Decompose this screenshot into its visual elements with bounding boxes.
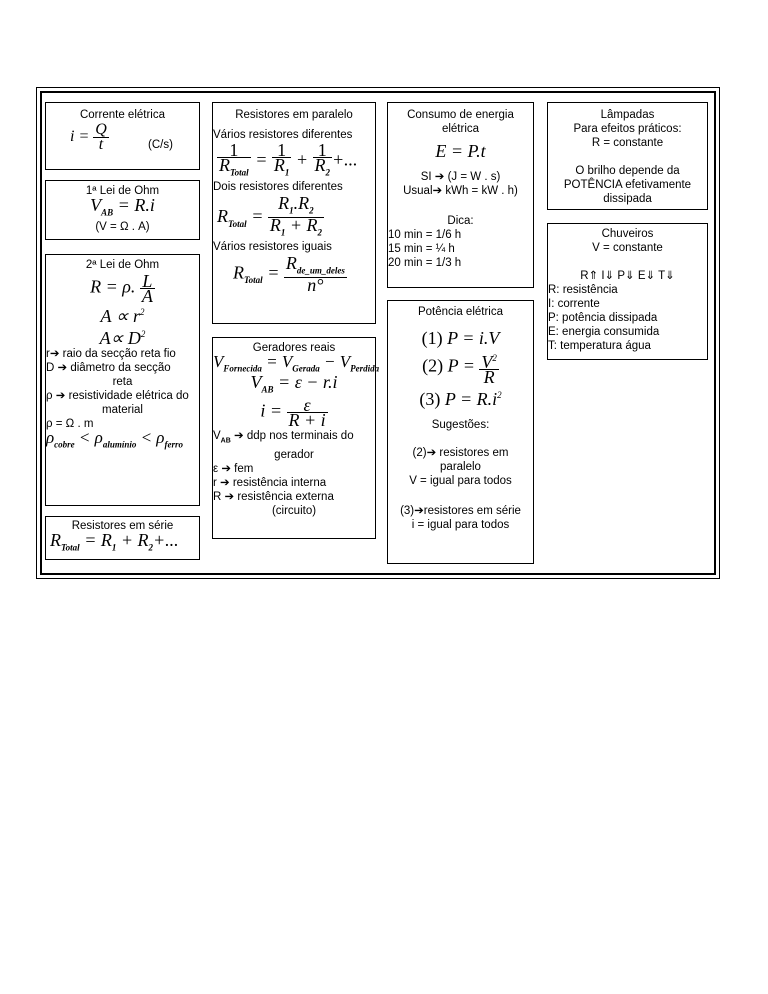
ohm2-area-r: $A \propto r^2$ — [100, 306, 145, 326]
paralelo-formula2: $R_{Total}$ = $\frac{R_1.R_2}{R_1 + R_2}$ — [217, 192, 322, 238]
paralelo-title: Resistores em paralelo — [235, 109, 353, 121]
paralelo-line1: Vários resistores diferentes — [213, 129, 353, 141]
ohm2-rho-compare: $\rho_{cobre} < \rho_{alumínio} < \rho_{ferro}$ — [46, 428, 183, 450]
consumo-d2: 15 min = ¼ h — [388, 243, 455, 255]
potencia-s1a: (2)➔ resistores em — [412, 447, 509, 459]
potencia-formula2: (2) P = $\frac{V^2}{R}$ — [422, 352, 497, 387]
ohm1-unit: (V = Ω . A) — [95, 220, 150, 233]
corrente-formula: i = $\frac{Q}{t}$ — [70, 121, 107, 153]
serie-title: Resistores em série — [71, 520, 174, 532]
potencia-sugestoes: Sugestões: — [431, 419, 490, 431]
lampadas-l1: Para efeitos práticos: — [573, 123, 682, 135]
consumo-d3: 20 min = 1/3 h — [388, 257, 462, 269]
chuveiros-l1: V = constante — [592, 242, 663, 254]
potencia-s2b: i = igual para todos — [411, 519, 510, 531]
lampadas-box — [547, 102, 708, 210]
primeira-lei-ohm-box — [45, 180, 200, 240]
potencia-s1b: paralelo — [440, 461, 481, 473]
consumo-formula: E = P.t — [435, 141, 486, 161]
potencia-title: Potência elétrica — [417, 306, 504, 318]
ohm2-d-line1: D ➔ diâmetro da secção — [46, 362, 171, 374]
geradores-formula1: $V_{Fornecida} = V_{Gerada} - V_{Perdida}$ — [213, 352, 380, 374]
chuveiros-box — [547, 223, 708, 360]
ohm2-rho-unit: ρ = Ω . m — [46, 418, 94, 430]
geradores-vab-line2: gerador — [274, 449, 314, 462]
consumo-dica: Dica: — [447, 215, 474, 227]
resistores-serie-box — [45, 516, 200, 560]
paralelo-formula1: $\frac{1}{R_{Total}}$ = $\frac{1}{R_1}$ + $\frac{1}{R_2}$ +... — [219, 140, 358, 178]
resistores-paralelo-box — [212, 102, 376, 324]
lampadas-l5: dissipada — [603, 193, 652, 205]
lampadas-l2: R = constante — [591, 137, 664, 149]
geradores-formula2: $V_{AB} = \varepsilon - r.i$ — [250, 372, 338, 395]
ohm2-rho-line1: ρ ➔ resistividade elétrica do — [46, 390, 189, 402]
chuveiros-i: I: corrente — [548, 298, 600, 310]
lampadas-l4: POTÊNCIA efetivamente — [563, 179, 692, 191]
geradores-title: Geradores reais — [252, 342, 336, 354]
corrente-eletrica-box — [45, 102, 200, 170]
consumo-energia-box — [387, 102, 534, 288]
potencia-s1c: V = igual para todos — [409, 475, 512, 487]
lampadas-l3: O brilho depende da — [575, 165, 680, 177]
geradores-R-line1: R ➔ resistência externa — [213, 491, 334, 504]
ohm1-title: 1ª Lei de Ohm — [85, 185, 160, 197]
serie-formula: $R_{Total} = R_1 + R_2+$... — [50, 530, 179, 553]
geradores-vab-line1: $V_{AB}$ ➔ ddp nos terminais do — [213, 429, 354, 445]
ohm2-formula: R = ρ. $\frac{L}{A}$ — [90, 271, 153, 306]
consumo-title1: Consumo de energia — [407, 109, 514, 121]
potencia-formula3: (3) $P = R.i^2$ — [419, 389, 502, 409]
ohm2-r-line: r➔ raio da secção reta fio — [46, 348, 176, 360]
ohm2-rho-line2: material — [102, 404, 143, 416]
ohm2-d-line2: reta — [112, 376, 133, 388]
ohm1-formula: $V_{AB} = R.i$ — [90, 195, 155, 218]
chuveiros-r: R: resistência — [548, 284, 618, 296]
chuveiros-p: P: potência dissipada — [548, 312, 658, 324]
consumo-si: SI ➔ (J = W . s) — [420, 171, 501, 183]
geradores-reais-box — [212, 337, 380, 539]
chuveiros-e: E: energia consumida — [548, 326, 660, 338]
consumo-d1: 10 min = 1/6 h — [388, 229, 462, 241]
paralelo-formula3: $R_{Total}$ = $\frac{R_{de\_um\_deles}}{n^\circ}$ — [233, 252, 345, 296]
chuveiros-title: Chuveiros — [601, 228, 654, 240]
geradores-R-line2: (circuito) — [271, 505, 317, 518]
potencia-s2a: (3)➔resistores em série — [400, 505, 521, 517]
corrente-title: Corrente elétrica — [79, 109, 165, 121]
geradores-r-line: r ➔ resistência interna — [213, 477, 327, 490]
paralelo-line3: Vários resistores iguais — [213, 240, 332, 253]
geradores-e-line: ε ➔ fem — [213, 463, 254, 476]
consumo-usual: Usual➔ kWh = kW . h) — [403, 185, 518, 197]
chuveiros-arrows: R⇑ I⇓ P⇓ E⇓ T⇓ — [580, 270, 675, 282]
geradores-formula3: i = $\frac{\varepsilon}{R + i}$ — [260, 394, 326, 430]
potencia-eletrica-box — [387, 300, 534, 564]
chuveiros-t: T: temperatura água — [548, 340, 651, 352]
lampadas-title: Lâmpadas — [600, 109, 655, 121]
ohm2-area-d: $A\propto D^2$ — [99, 328, 146, 348]
corrente-unit: (C/s) — [148, 139, 173, 151]
ohm2-title: 2ª Lei de Ohm — [85, 259, 160, 271]
potencia-formula1: (1) P = i.V — [421, 328, 500, 348]
consumo-title2: elétrica — [441, 123, 480, 135]
segunda-lei-ohm-box — [45, 254, 200, 506]
paralelo-line2: Dois resistores diferentes — [213, 180, 343, 193]
